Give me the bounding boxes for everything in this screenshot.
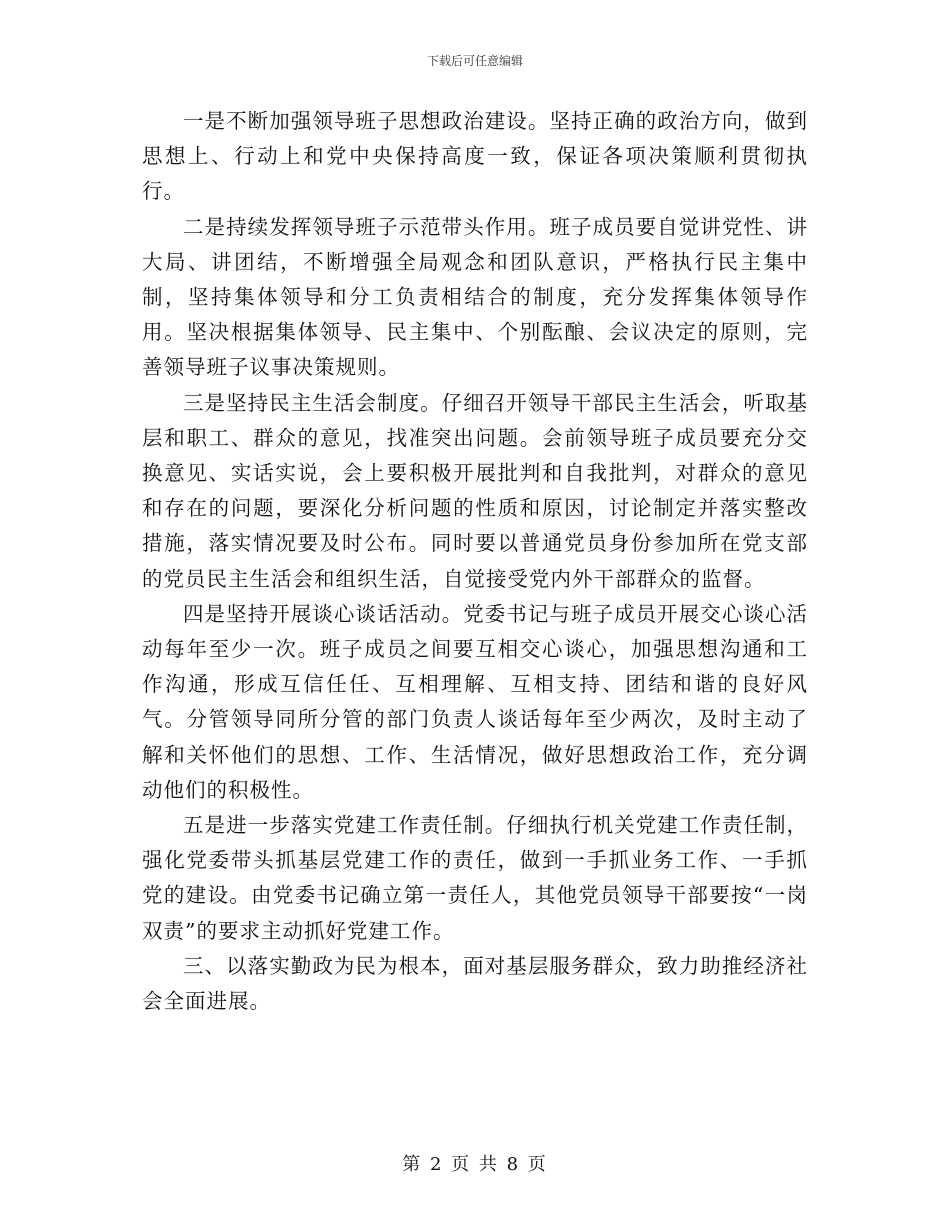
paragraph-3: 三是坚持民主生活会制度。仔细召开领导干部民主生活会，听取基层和职工、群众的意见，找准突出问题。会前领导班子成员要充分交换意见、实话实说，会上要积极开展批判和自我批判，对群众的意见和存在的问题，要深化分析问题的性质和原因，讨论制定并落实整改措施，落实情况要及时公布。同时要以普通党员身份参加所在党支部的党员民主生活会和组织生活，自觉接受党内外干部群众的监督。 [142,390,808,591]
paragraph-5: 五是进一步落实党建工作责任制。仔细执行机关党建工作责任制，强化党委带头抓基层党建工作的责任，做到一手抓业务工作、一手抓党的建设。由党委书记确立第一责任人，其他党员领导干部要按“一岗双责”的要求主动抓好党建工作。 [142,813,808,943]
paragraph-4: 四是坚持开展谈心谈话活动。党委书记与班子成员开展交心谈心活动每年至少一次。班子成员之间要互相交心谈心，加强思想沟通和工作沟通，形成互信任任、互相理解、互相支持、团结和谐的良好风气。分管领导同所分管的部门负责人谈话每年至少两次，及时主动了解和关怀他们的思想、工作、生活情况，做好思想政治工作，充分调动他们的积极性。 [142,601,808,802]
document-body [142,104,808,1019]
section-heading-3: 三、以落实勤政为民为根本，面对基层服务群众，致力助推经济社会全面进展。 [142,953,808,1014]
page-number-footer: 第 2 页 共 8 页 [402,1154,548,1175]
page-header: 下载后可任意编辑 [426,54,523,68]
paragraph-2: 二是持续发挥领导班子示范带头作用。班子成员要自觉讲党性、讲大局、讲团结，不断增强全局观念和团队意识，严格执行民主集中制，坚持集体领导和分工负责相结合的制度，充分发挥集体领导作用。坚决根据集体领导、民主集中、个别酝酿、会议决定的原则，完善领导班子议事决策规则。 [142,214,808,380]
paragraph-1: 一是不断加强领导班子思想政治建设。坚持正确的政治方向，做到思想上、行动上和党中央保持高度一致，保证各项决策顺利贯彻执行。 [142,109,808,204]
